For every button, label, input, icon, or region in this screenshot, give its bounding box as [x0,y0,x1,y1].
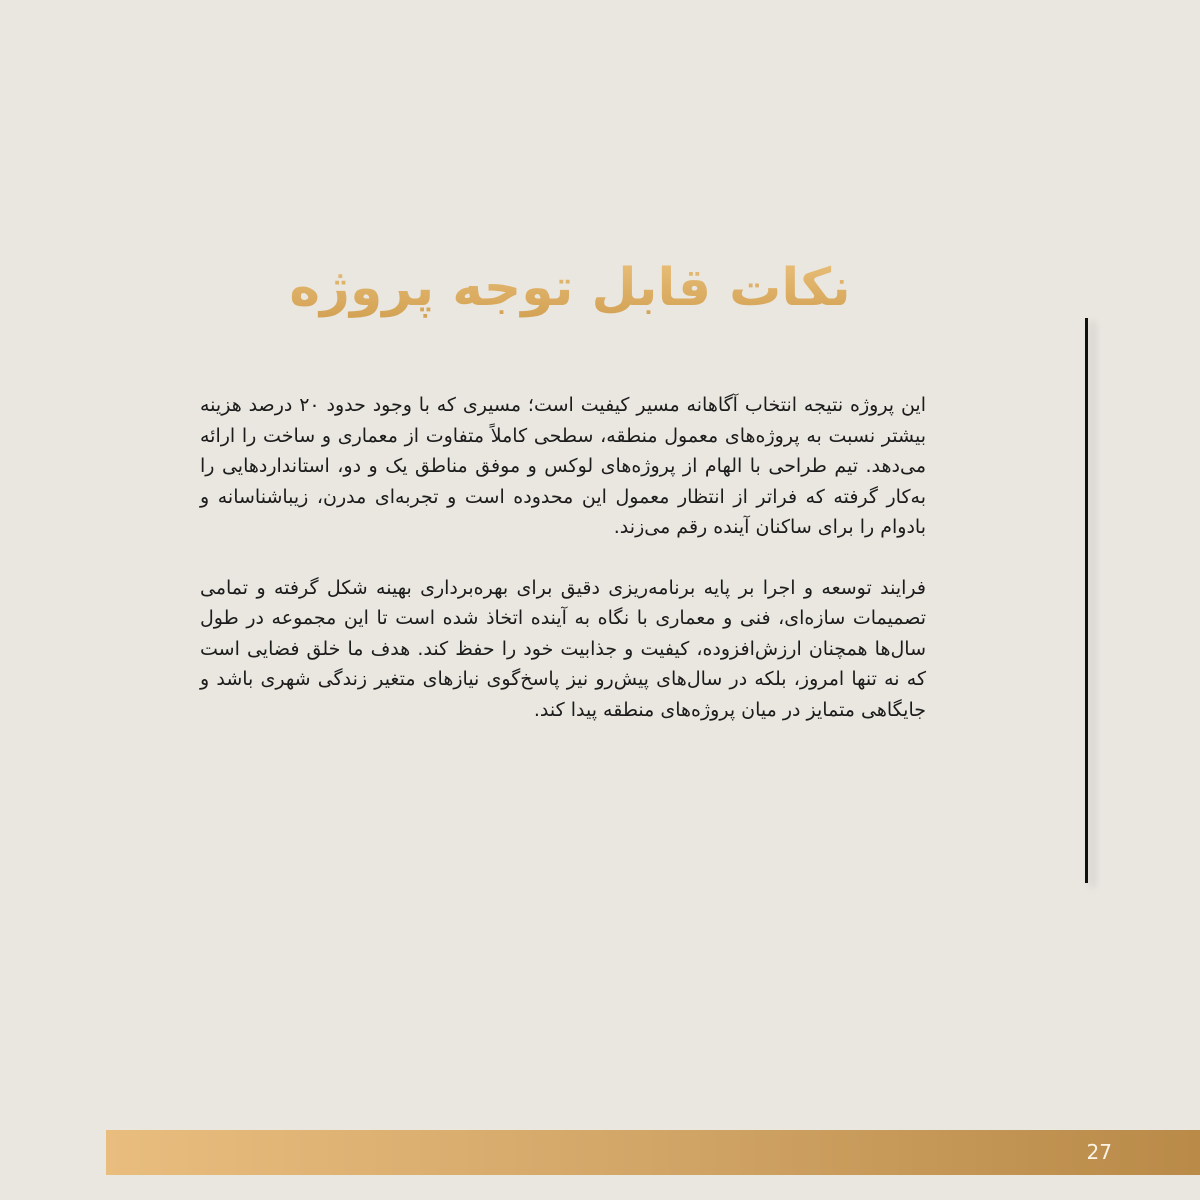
paragraph-2: فرایند توسعه و اجرا بر پایه برنامه‌ریزی دقیق برای بهره‌برداری بهینه شکل گرفته و تمامی تصمیمات سازه‌ای، فنی و معماری با نگاه به آینده اتخاذ شده است تا این مجموعه در طول سال‌ها همچنان ارزش‌افزوده، کیفیت و جذابیت خود را حفظ کند. هدف ما خلق فضایی است که نه تنها امروز، بلکه در سال‌های پیش‌رو نیز پاسخ‌گوی نیازهای متغیر زندگی شهری باشد و جایگاهی متمایز در میان پروژه‌های منطقه پیدا کند. [200,576,926,721]
footer-bar [106,1130,1200,1175]
vertical-divider [1085,318,1088,883]
paragraph-1: این پروژه نتیجه انتخاب آگاهانه مسیر کیفیت است؛ مسیری که با وجود حدود ۲۰ درصد هزینه بیشتر نسبت به پروژه‌های معمول منطقه، سطحی کاملاً متفاوت از معماری و ساخت را ارائه می‌دهد. تیم طراحی با الهام از پروژه‌های لوکس و موفق مناطق یک و دو، استانداردهایی را به‌کار گرفته که فراتر از انتظار معمول این محدوده است و تجربه‌ای مدرن، زیباشناسانه و بادوام را برای ساکنان آینده رقم می‌زند. [200,394,926,538]
body-text [200,390,926,755]
page-number: 27 [1086,1140,1112,1164]
page-title: نکات قابل توجه پروژه [240,248,900,328]
